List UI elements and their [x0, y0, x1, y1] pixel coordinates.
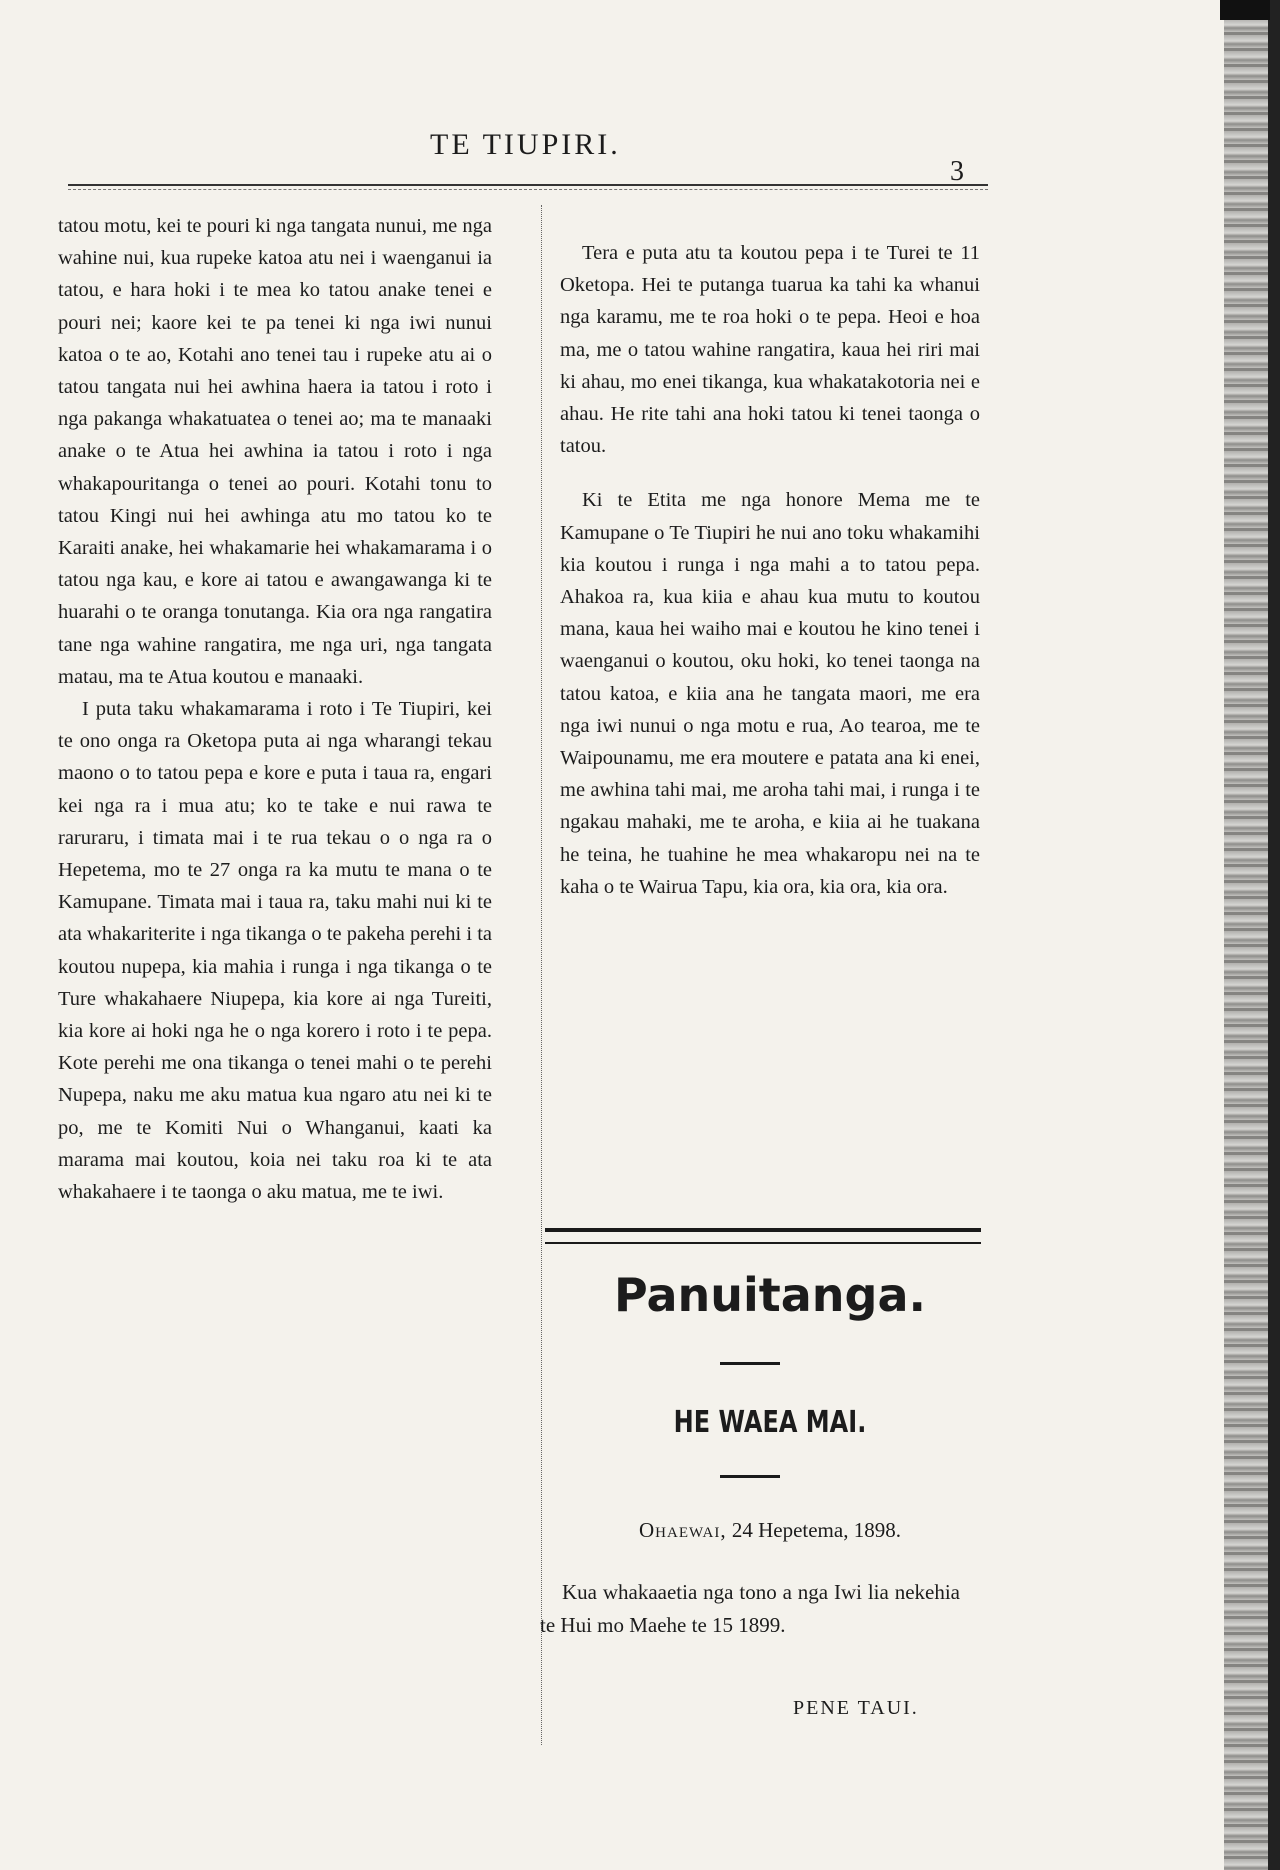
dateline-date: 24 Hepetema, 1898. [731, 1518, 901, 1542]
short-rule-bottom [720, 1475, 780, 1478]
scan-edge-border [1268, 0, 1280, 1870]
scan-edge-corner [1220, 0, 1270, 20]
notice-subtitle: HE WAEA MAI. [673, 1405, 867, 1440]
column-divider [541, 205, 542, 1745]
notice-dateline [560, 1518, 980, 1543]
right-paragraph-1: Tera e puta atu ta koutou pepa i te Turei te 11 Oketopa. Hei te putanga tuarua ka tahi ka whanui nga karamu, me te roa hoki o te pepa. Heoi e hoa ma, me o tatou wahine rangatira, kaua hei riri mai ki ahau, mo enei tikanga, kua whakatakotoria nei e ahau. He rite tahi ana hoki tatou ki tenei taonga o tatou. [560, 242, 980, 458]
section-double-rule [545, 1228, 981, 1244]
notice-signature: PENE TAUI. [793, 1697, 919, 1719]
dateline-place: Ohaewai, [639, 1518, 727, 1542]
notice-body: Kua whakaaetia nga tono a nga Iwi lia nekehia te Hui mo Maehe te 15 1899. [540, 1580, 960, 1637]
left-paragraph-2: I puta taku whakamarama i roto i Te Tiupiri, kei te ono onga ra Oketopa puta ai nga wharangi tekau maono o to tatou pepa e kore e puta i taua ra, engari kei nga ra i mua atu; ko te take e nui rawa te raruraru, i timata mai i te rua tekau o o nga ra o Hepetema, mo te 27 onga ra ka mutu te mana o te Kamupane. Timata mai i taua ra, taku mahi nui ki te ata whakariterite i nga tikanga o te pakeha perehi i ta koutou nupepa, kia mahia i runga i nga tikanga o te Ture whakahaere Niupepa, kia kore ai nga Tureiti, kia kore ai hoki nga he o nga korero i roto i te pepa. Kote perehi me ona tikanga o tenei mahi o te perehi Nupepa, naku me aku matua kua ngaro atu nei ki te po, me te Komiti Nui o Whanganui, kaati ka marama mai koutou, koia nei taku roa ki te ata whakahaere i te taonga o aku matua, me te iwi. [58, 698, 492, 1204]
header-rule [68, 184, 988, 186]
header-rule-secondary [68, 189, 988, 190]
short-rule-top [720, 1362, 780, 1365]
running-title: TE TIUPIRI. [430, 128, 621, 161]
right-paragraph-2: Ki te Etita me nga honore Mema me te Kamupane o Te Tiupiri he nui ano toku whakamihi kia koutou i runga i nga mahi a to tatou pepa. Ahakoa ra, kua kiia e ahau kua mutu to koutou mana, kaua hei waiho mai e koutou he kino tenei i waenganui o koutou, oku hoki, ko tenei taonga na tatou katoa, e kiia ana he tangata maori, me era nga iwi nunui o nga motu e rua, Ao tearoa, me te Waipounamu, me era moutere e patata ana ki enei, me awhina tahi mai, me aroha tahi mai, i runga i te ngakau mahaki, me te aroha, e kiia ai he tuakana he teina, he tuahine he mea whakaropu nei na te kaha o te Wairua Tapu, kia ora, kia ora, kia ora. [560, 489, 980, 898]
notice-title: Panuitanga. [613, 1268, 926, 1322]
left-column [58, 210, 492, 1208]
right-column [560, 237, 980, 903]
page-number: 3 [950, 156, 964, 187]
left-paragraph-1: tatou motu, kei te pouri ki nga tangata nunui, me nga wahine nui, kua rupeke katoa atu nei i waenganui ia tatou, e hara hoki i te mea ko tatou anake tenei e pouri nei; kaore kei te pa tenei ki nga iwi nunui katoa o te ao, Kotahi ano tenei tau i rupeke atu ai o tatou tangata nui hei awhina haera ia tatou i roto i nga pakanga whakatuatea o tenei ao; ma te manaaki anake o te Atua hei awhina ia tatou i roto i nga whakapouritanga o tenei ao pouri. Kotahi tonu to tatou Kingi nui hei awhinga atu mo tatou ko te Karaiti anake, hei whakamarie hei whakamarama i o tatou nga kau, e kore ai tatou e awangawanga ki te huarahi o te oranga tonutanga. Kia ora nga rangatira tane nga wahine rangatira, me nga uri, nga tangata matau, ma te Atua koutou e manaaki. [58, 215, 492, 688]
